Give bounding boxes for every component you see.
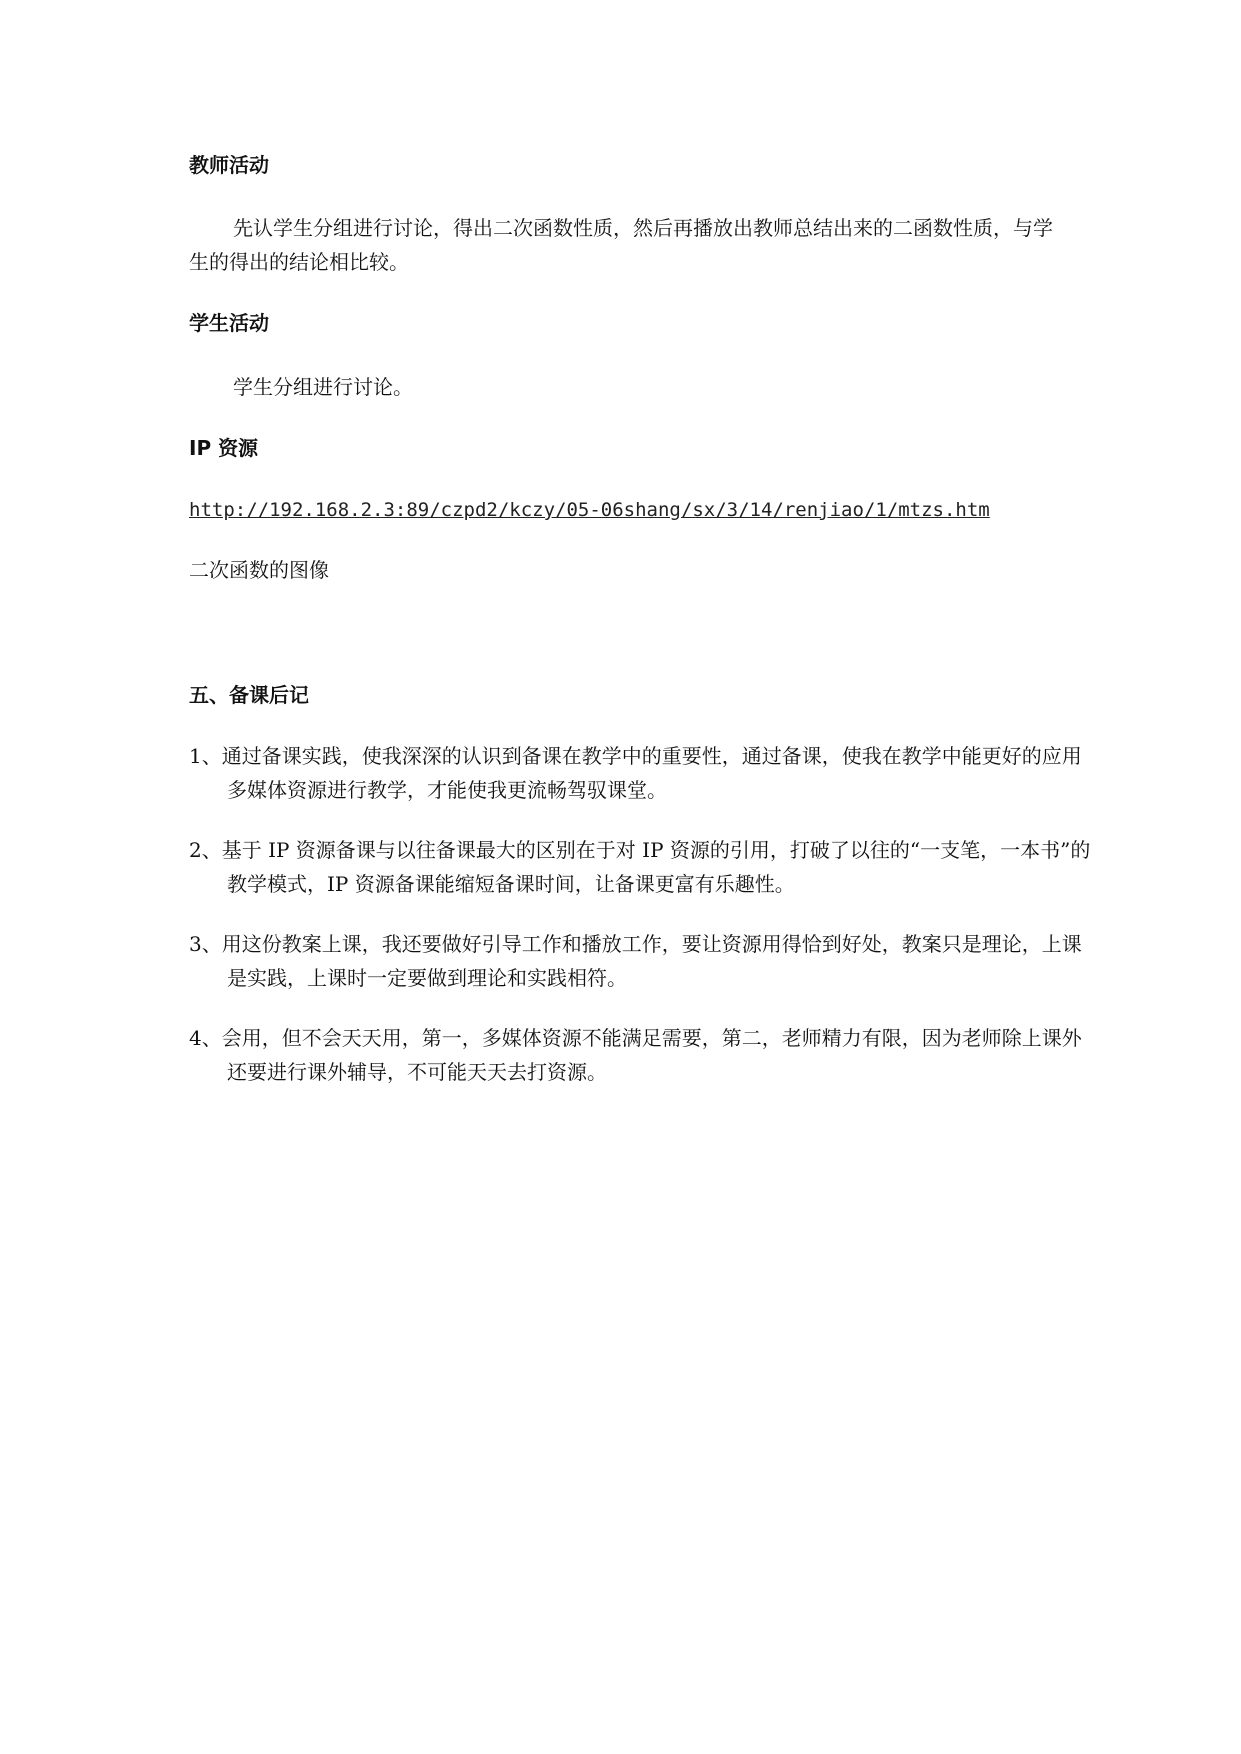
student-activity-heading: 学生活动 xyxy=(189,311,269,335)
student-activity-text: 学生分组进行讨论。 xyxy=(233,375,413,399)
lesson-note-text: 会用，但不会天天用，第一，多媒体资源不能满足需要，第二，老师精力有限，因为老师除上课外还要进行课外辅导，不可能天天去打资源。 xyxy=(221,1026,1082,1084)
lesson-note-number: 2、 xyxy=(189,838,222,862)
lesson-note-item xyxy=(189,1021,1097,1089)
teacher-activity-heading: 教师活动 xyxy=(189,153,269,177)
lesson-notes-heading: 五、备课后记 xyxy=(189,683,309,707)
lesson-note-number: 3、 xyxy=(189,932,222,956)
ip-resource-link[interactable]: http://192.168.2.3:89/czpd2/kczy/05-06shang/sx/3/14/renjiao/1/mtzs.htm xyxy=(189,499,990,521)
lesson-note-text: 基于 IP 资源备课与以往备课最大的区别在于对 IP 资源的引用，打破了以往的“一支笔，一本书”的教学模式，IP 资源备课能缩短备课时间，让备课更富有乐趣性。 xyxy=(221,838,1091,896)
lesson-note-number: 1、 xyxy=(189,744,222,768)
lesson-note-text: 通过备课实践，使我深深的认识到备课在教学中的重要性，通过备课，使我在教学中能更好的应用多媒体资源进行教学，才能使我更流畅驾驭课堂。 xyxy=(221,744,1082,802)
lesson-note-number: 4、 xyxy=(189,1026,222,1050)
lesson-note-item xyxy=(189,927,1097,995)
lesson-note-item xyxy=(189,833,1097,901)
lesson-note-text: 用这份教案上课，我还要做好引导工作和播放工作，要让资源用得恰到好处，教案只是理论，上课是实践，上课时一定要做到理论和实践相符。 xyxy=(221,932,1082,990)
ip-resource-caption: 二次函数的图像 xyxy=(189,558,329,582)
lesson-note-item xyxy=(189,739,1097,807)
ip-resource-heading: IP 资源 xyxy=(189,436,259,460)
teacher-activity-text: 先认学生分组进行讨论，得出二次函数性质，然后再播放出教师总结出来的二函数性质，与学生的得出的结论相比较。 xyxy=(189,216,1053,274)
